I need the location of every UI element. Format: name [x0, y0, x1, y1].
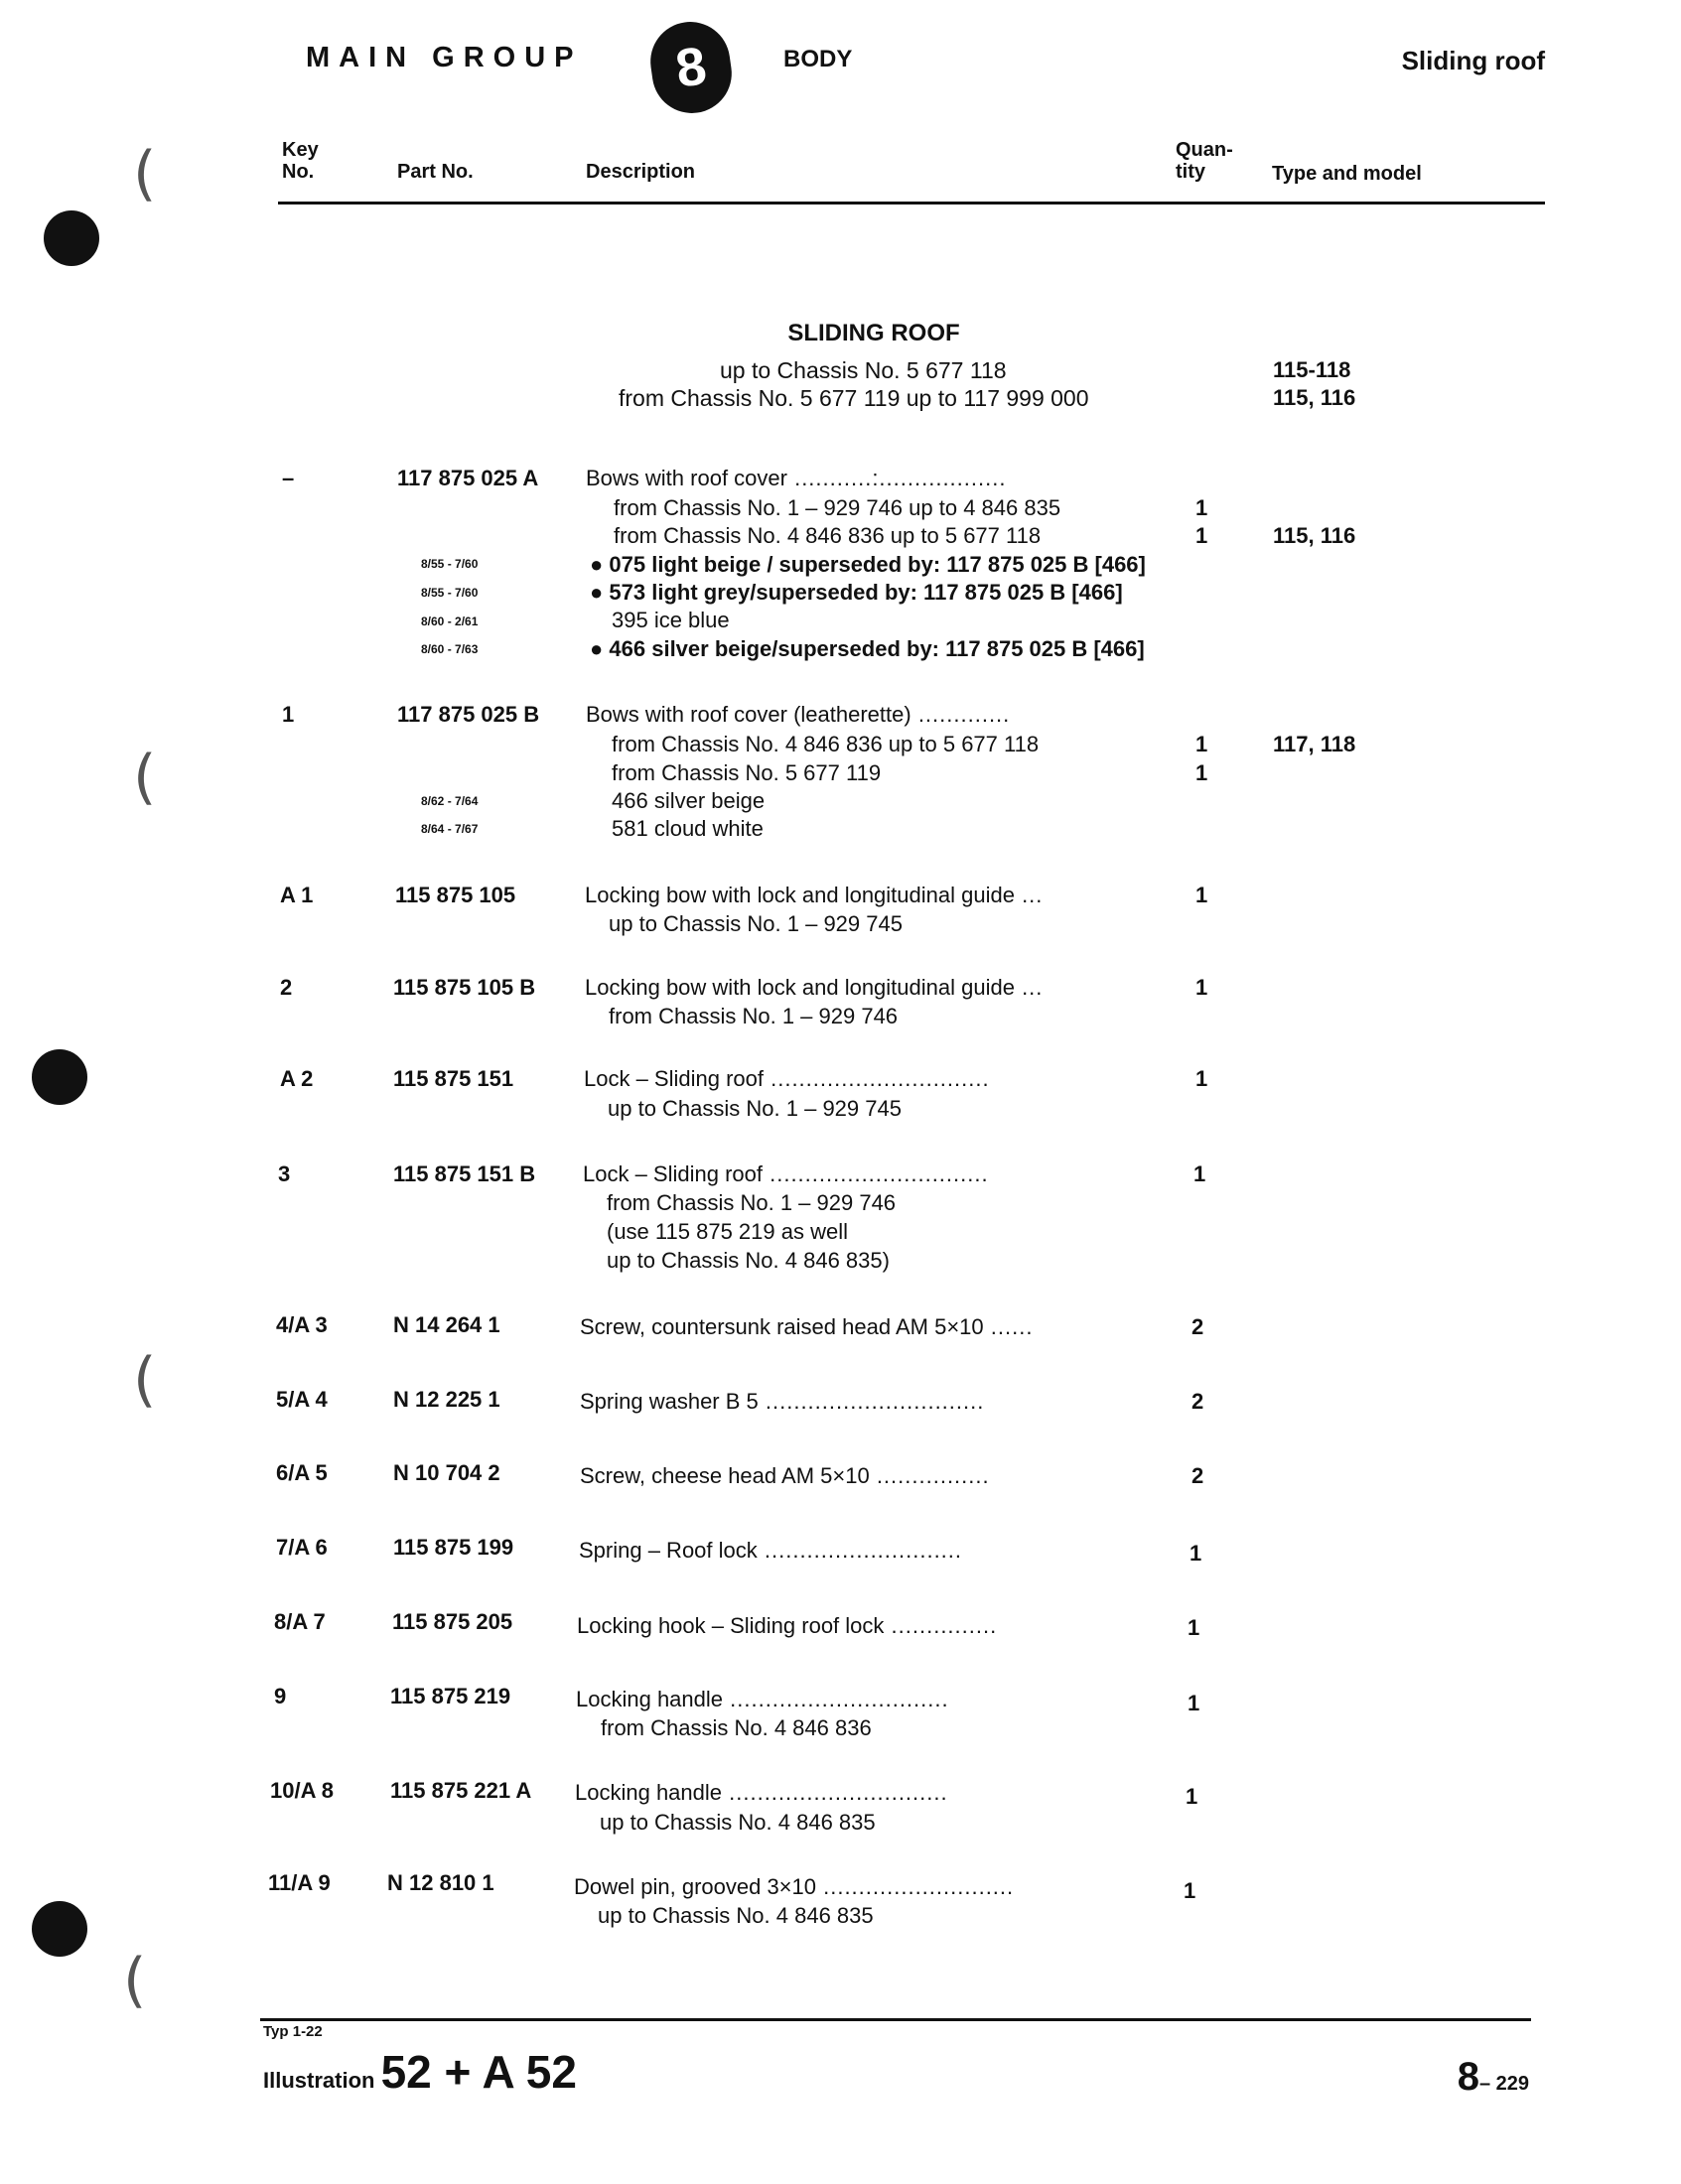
- table-row-description: up to Chassis No. 1 – 929 745: [608, 1096, 902, 1121]
- table-row-description: Screw, cheese head AM 5×10 ................: [580, 1463, 990, 1488]
- binder-hole-bottom: [32, 1901, 87, 1957]
- table-row-key: –: [282, 466, 295, 490]
- column-key-no: Key No.: [282, 139, 319, 183]
- table-row-description: Locking handle ...............................: [576, 1687, 949, 1711]
- table-row-date-range: 8/60 - 2/61: [421, 614, 479, 628]
- section-condition: up to Chassis No. 5 677 118: [720, 357, 1007, 383]
- table-row-description: from Chassis No. 1 – 929 746: [607, 1190, 897, 1215]
- table-row-description: from Chassis No. 4 846 836 up to 5 677 118: [612, 732, 1040, 756]
- table-row-description: 466 silver beige: [612, 788, 766, 813]
- table-row-quantity: 1: [1195, 760, 1208, 785]
- table-row-quantity: 1: [1188, 1691, 1200, 1715]
- margin-bracket-mark: (: [133, 139, 157, 208]
- table-row-description: from Chassis No. 5 677 119: [612, 760, 882, 785]
- table-row-part-no: 115 875 205: [392, 1609, 513, 1634]
- group-number-badge: [645, 17, 737, 118]
- table-row-date-range: 8/64 - 7/67: [421, 822, 479, 836]
- table-row-part-no: 115 875 221 A: [390, 1778, 532, 1803]
- table-row-description: up to Chassis No. 4 846 835: [600, 1810, 876, 1835]
- type-reference: Typ 1-22: [263, 2023, 323, 2040]
- table-row-key: A 2: [280, 1066, 314, 1091]
- table-row-key: 7/A 6: [276, 1535, 328, 1560]
- table-row-key: 11/A 9: [268, 1870, 331, 1895]
- table-row-part-no: N 12 810 1: [387, 1870, 494, 1895]
- table-row-part-no: N 10 704 2: [393, 1460, 500, 1485]
- section-label: BODY: [783, 46, 853, 72]
- table-row-description: ● 573 light grey/superseded by: 117 875 025 B [466]: [590, 580, 1123, 605]
- table-row-key: 9: [274, 1684, 287, 1708]
- table-row-description: up to Chassis No. 1 – 929 745: [609, 911, 903, 936]
- illustration-label: Illustration: [263, 2068, 375, 2093]
- column-description: Description: [586, 161, 696, 183]
- section-condition: from Chassis No. 5 677 119 up to 117 999 000: [619, 385, 1089, 411]
- table-row-part-no: 115 875 199: [393, 1535, 514, 1560]
- table-row-description: Locking bow with lock and longitudinal guide ...: [585, 975, 1044, 1000]
- table-row-quantity: 2: [1191, 1389, 1204, 1414]
- table-row-part-no: N 14 264 1: [393, 1312, 500, 1337]
- table-row-types: 115, 116: [1273, 523, 1356, 548]
- table-row-quantity: 1: [1195, 883, 1208, 907]
- illustration-number: 52 + A 52: [380, 2046, 577, 2098]
- table-row-key: A 1: [280, 883, 314, 907]
- table-row-key: 4/A 3: [276, 1312, 328, 1337]
- table-row-description: Spring washer B 5 ...............................: [580, 1389, 985, 1414]
- column-type-model: Type and model: [1272, 163, 1422, 185]
- table-row-part-no: 115 875 105 B: [393, 975, 536, 1000]
- table-row-part-no: 115 875 105: [395, 883, 516, 907]
- binder-hole-top: [44, 210, 99, 266]
- table-row-quantity: 1: [1195, 732, 1208, 756]
- table-row-part-no: 115 875 151: [393, 1066, 514, 1091]
- table-row-quantity: 1: [1195, 1066, 1208, 1091]
- main-group-label: MAIN GROUP: [306, 42, 583, 73]
- table-row-date-range: 8/55 - 7/60: [421, 586, 479, 600]
- table-row-description: Bows with roof cover ...........:..................: [586, 466, 1007, 490]
- table-row-description: from Chassis No. 4 846 836: [601, 1715, 872, 1740]
- table-row-description: Screw, countersunk raised head AM 5×10 ......: [580, 1314, 1034, 1339]
- table-row-key: 1: [282, 702, 295, 727]
- margin-bracket-mark: (: [133, 1345, 157, 1415]
- table-row-description: ● 466 silver beige/superseded by: 117 875 025 B [466]: [590, 636, 1145, 661]
- table-row-key: 5/A 4: [276, 1387, 328, 1412]
- section-condition-types: 115-118: [1273, 357, 1351, 382]
- table-row-description: (use 115 875 219 as well: [607, 1219, 848, 1244]
- table-row-description: ● 075 light beige / superseded by: 117 875 025 B [466]: [590, 552, 1146, 577]
- column-quantity: Quan- tity: [1176, 139, 1233, 183]
- table-row-description: up to Chassis No. 4 846 835: [598, 1903, 874, 1928]
- binder-hole-middle: [32, 1049, 87, 1105]
- table-row-quantity: 1: [1195, 975, 1208, 1000]
- table-row-description: 581 cloud white: [612, 816, 764, 841]
- table-row-key: 3: [278, 1161, 291, 1186]
- table-row-date-range: 8/62 - 7/64: [421, 794, 479, 808]
- group-number: 8: [671, 36, 711, 99]
- margin-bracket-mark: (: [123, 1946, 147, 2015]
- table-row-description: Lock – Sliding roof ...............................: [584, 1066, 990, 1091]
- table-row-description: Locking handle ...............................: [575, 1780, 948, 1805]
- section-title: SLIDING ROOF: [787, 320, 960, 346]
- table-row-description: from Chassis No. 1 – 929 746: [609, 1004, 899, 1028]
- table-row-quantity: 1: [1195, 495, 1208, 520]
- table-row-description: Locking bow with lock and longitudinal guide ...: [585, 883, 1044, 907]
- table-row-quantity: 2: [1191, 1314, 1204, 1339]
- table-row-part-no: N 12 225 1: [393, 1387, 500, 1412]
- table-row-quantity: 1: [1190, 1541, 1202, 1566]
- table-row-quantity: 1: [1186, 1784, 1198, 1809]
- footer-rule: [260, 2018, 1531, 2021]
- page-number: [1458, 2055, 1529, 2100]
- header-rule: [278, 202, 1545, 205]
- table-row-quantity: 1: [1184, 1878, 1196, 1903]
- table-row-key: 6/A 5: [276, 1460, 328, 1485]
- table-row-quantity: 1: [1195, 523, 1208, 548]
- table-row-description: up to Chassis No. 4 846 835): [607, 1248, 890, 1273]
- table-row-key: 8/A 7: [274, 1609, 326, 1634]
- topic-label: Sliding roof: [1401, 46, 1545, 75]
- margin-bracket-mark: (: [133, 743, 157, 812]
- table-row-quantity: 2: [1191, 1463, 1204, 1488]
- page-number-main: 8: [1457, 2055, 1479, 2099]
- table-row-description: Locking hook – Sliding roof lock ...............: [577, 1613, 998, 1638]
- table-row-part-no: 117 875 025 B: [397, 702, 540, 727]
- table-row-description: Bows with roof cover (leatherette) .............: [586, 702, 1011, 727]
- table-row-quantity: 1: [1188, 1615, 1200, 1640]
- table-row-quantity: 1: [1193, 1161, 1206, 1186]
- table-row-part-no: 117 875 025 A: [397, 466, 539, 490]
- table-row-date-range: 8/60 - 7/63: [421, 642, 479, 656]
- illustration-reference: [263, 2045, 577, 2099]
- table-row-types: 117, 118: [1273, 732, 1356, 756]
- table-row-key: 2: [280, 975, 293, 1000]
- table-row-date-range: 8/55 - 7/60: [421, 557, 479, 571]
- page-number-sub: – 229: [1478, 2073, 1529, 2095]
- table-row-description: from Chassis No. 4 846 836 up to 5 677 118: [614, 523, 1042, 548]
- table-row-part-no: 115 875 219: [390, 1684, 511, 1708]
- table-row-description: Dowel pin, grooved 3×10 ...........................: [574, 1874, 1015, 1899]
- table-row-description: Spring – Roof lock ............................: [579, 1538, 963, 1563]
- table-row-description: 395 ice blue: [612, 608, 730, 632]
- table-row-key: 10/A 8: [270, 1778, 335, 1803]
- table-row-description: Lock – Sliding roof ...............................: [583, 1161, 989, 1186]
- column-part-no: Part No.: [397, 161, 474, 183]
- table-row-part-no: 115 875 151 B: [393, 1161, 536, 1186]
- section-condition-types: 115, 116: [1273, 385, 1356, 410]
- table-row-description: from Chassis No. 1 – 929 746 up to 4 846 835: [614, 495, 1061, 520]
